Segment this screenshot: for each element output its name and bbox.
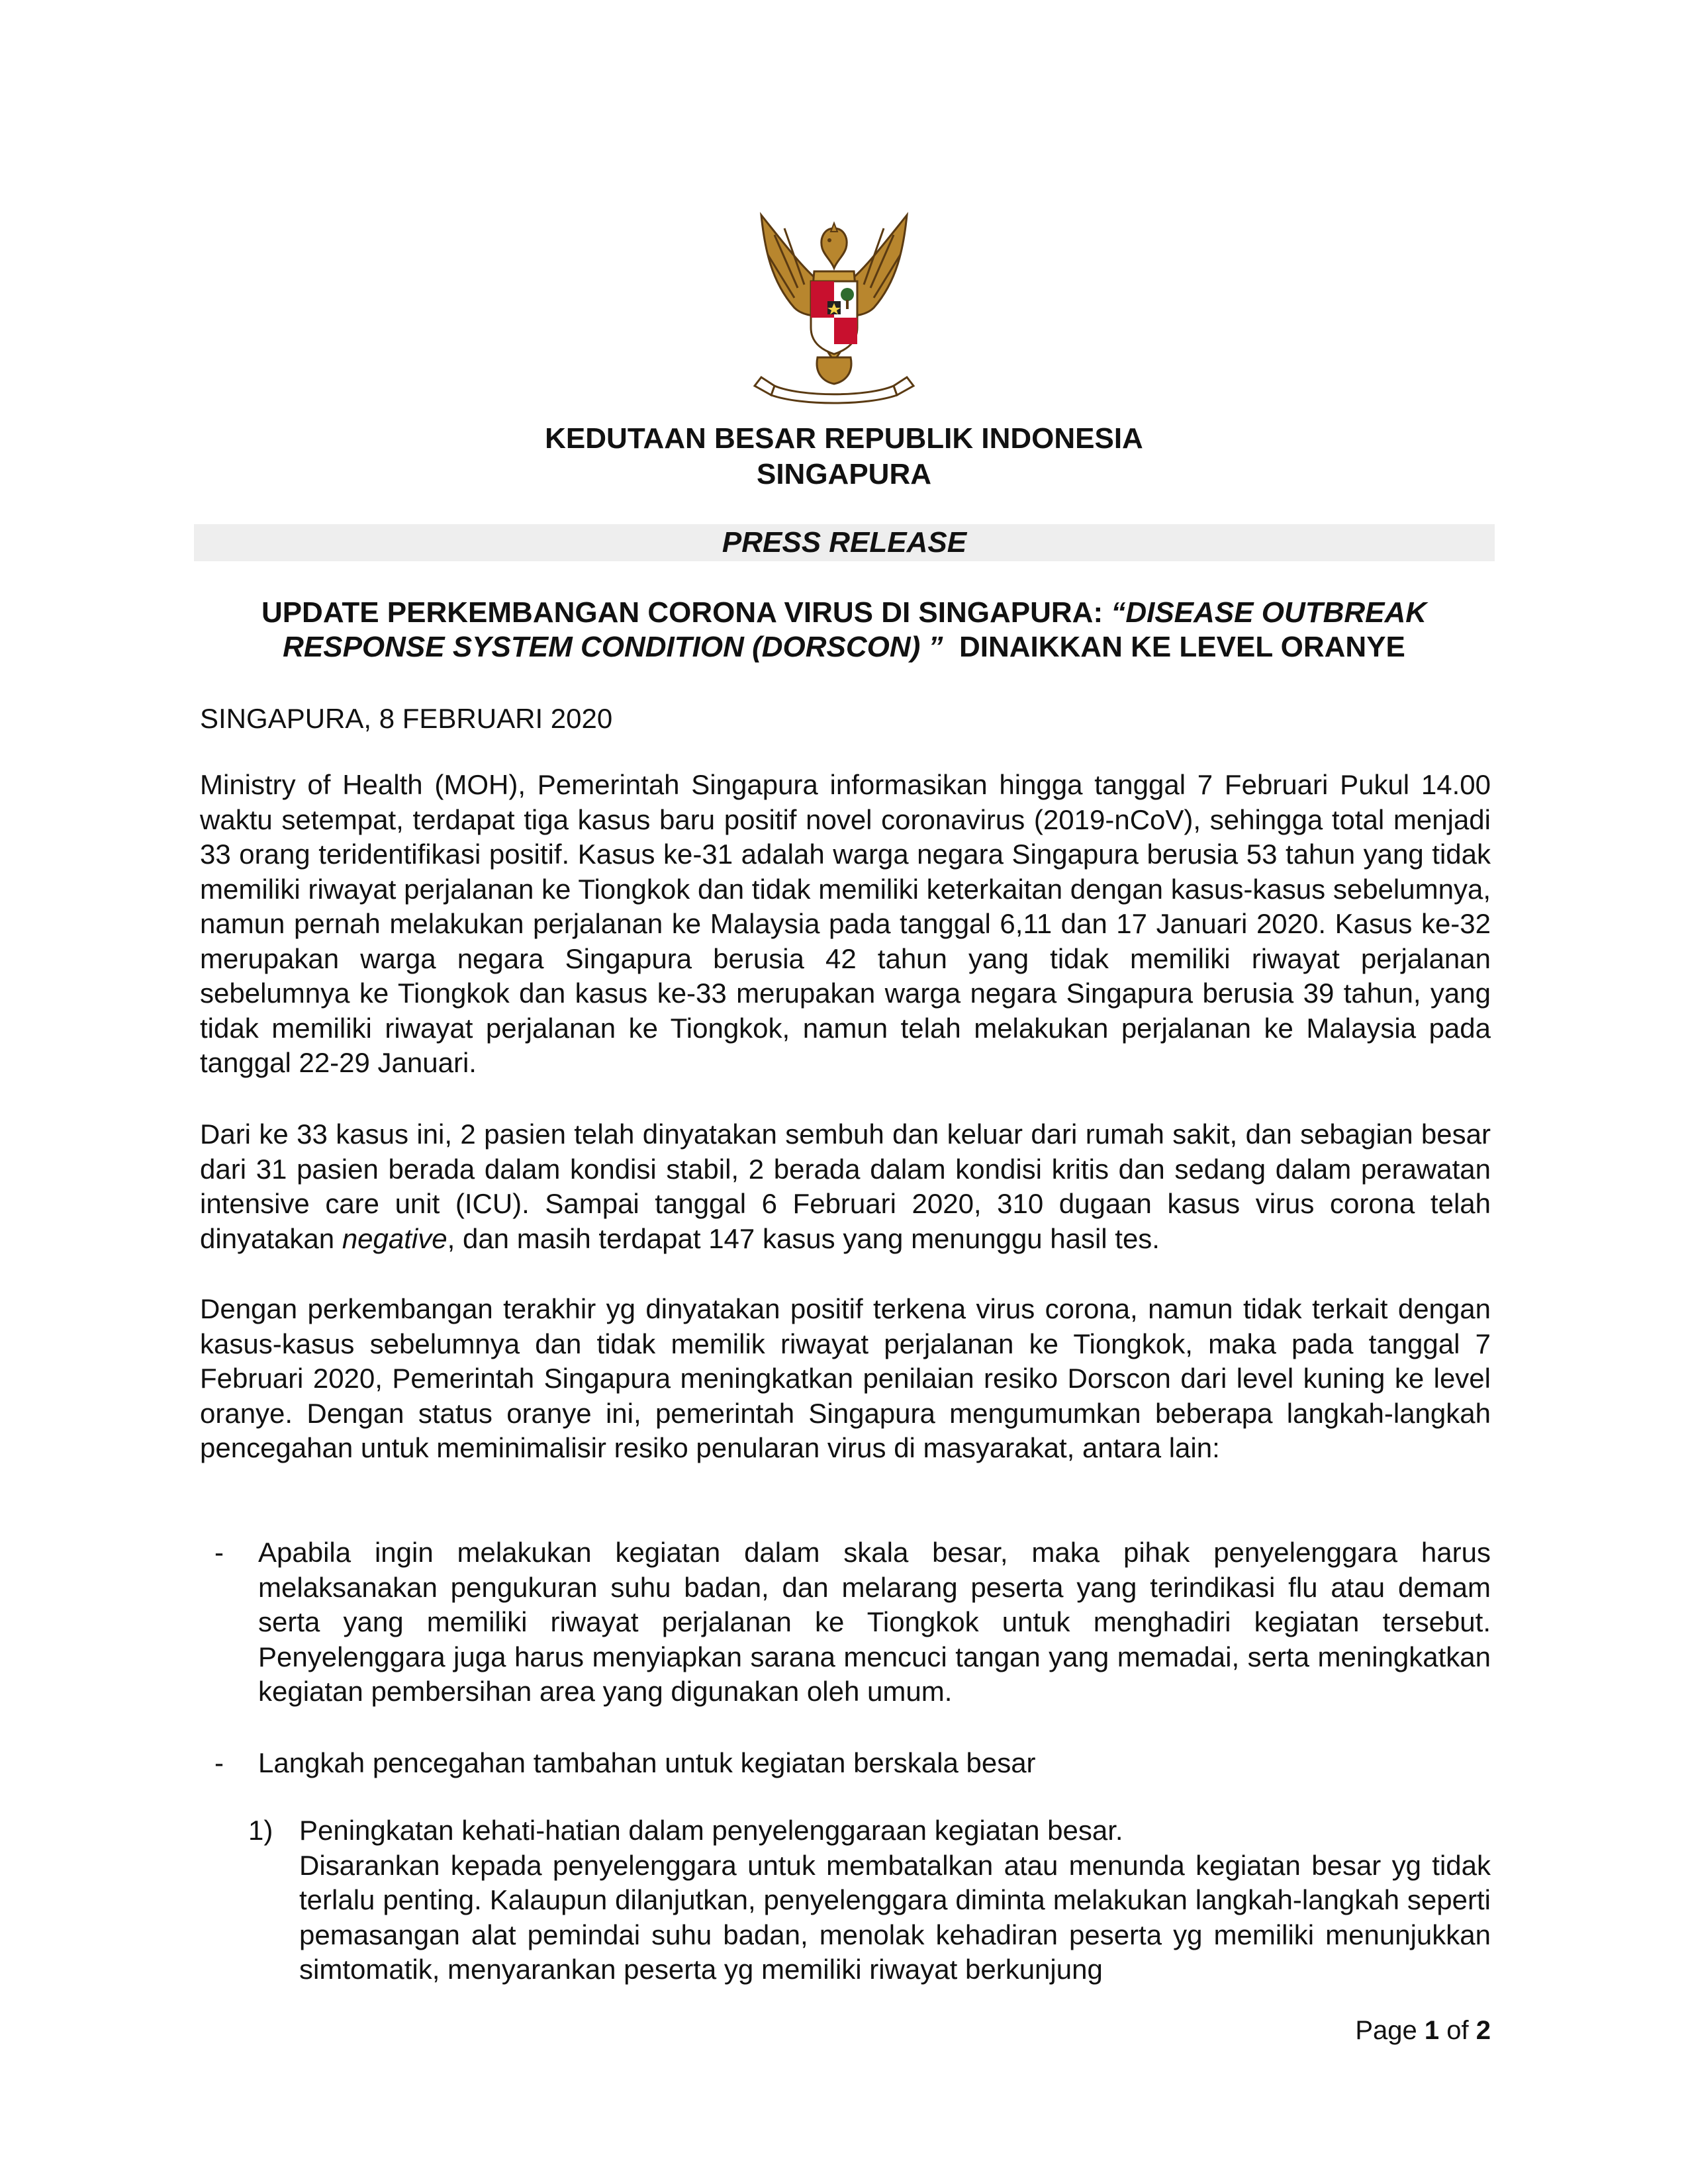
press-release-label: PRESS RELEASE [722,526,967,559]
bullet-dash: - [214,1537,224,1568]
headline-line1-text: UPDATE PERKEMBANGAN CORONA VIRUS DI SINGAPURA: [261,596,1111,629]
numbered-item-text: Disarankan kepada penyelenggara untuk membatalkan atau menunda kegiatan besar yg tidak terlalu penting. Kalaupun dilanjutkan, penyelenggara diminta melakukan langkah-langkah seperti pemasangan alat pemindai suhu badan, menolak kehadiran peserta yg memiliki menunjukkan simtomatik, menyarankan peserta yg memiliki riwayat berkunjung [299,1849,1491,1985]
org-name-line1: KEDUTAAN BESAR REPUBLIK INDONESIA [545,422,1143,455]
page-number [1355,2015,1491,2046]
numbered-item-body [299,1813,1491,1987]
of-word: of [1439,2016,1476,2045]
headline-line2 [0,630,1688,664]
p2-italic-word: negative [342,1222,447,1254]
p2-text-after: , dan masih terdapat 147 kasus yang menunggu hasil tes. [447,1222,1160,1254]
paragraph-dorscon-orange: Dengan perkembangan terakhir yg dinyatakan positif terkena virus corona, namun tidak terkait dengan kasus-kasus sebelumnya dan tidak memilik riwayat perjalanan ke Tiongkok, maka pada tanggal 7 Februari 2020, Pemerintah Singapura meningkatkan penilaian resiko Dorscon dari level kuning ke level oranye. Dengan status oranye ini, pemerintah Singapura mengumumkan beberapa langkah-langkah pencegahan untuk meminimalisir resiko penularan virus di masyarakat, antara lain: [200,1293,1491,1463]
p2-text-before: Dari ke 33 kasus ini, 2 pasien telah dinyatakan sembuh dan keluar dari rumah sakit, dan sebagian besar dari 31 pasien berada dalam kondisi stabil, 2 berada dalam kondisi kritis dan sedang dalam perawatan intensive care unit (ICU). Sampai tanggal 6 Februari 2020, 310 dugaan kasus virus corona telah dinyatakan [200,1118,1491,1254]
numbered-item-title: Peningkatan kehati-hatian dalam penyelenggaraan kegiatan besar. [299,1815,1123,1846]
headline-line1-italic: “DISEASE OUTBREAK [1111,596,1427,629]
bullet-dash: - [214,1747,224,1778]
page-word: Page [1355,2016,1425,2045]
page-total: 2 [1476,2016,1491,2045]
headline-line2-italic: RESPONSE SYSTEM CONDITION (DORSCON) ” [283,631,943,663]
numbered-item-number: 1) [248,1815,273,1846]
organization-name [0,421,1688,492]
paragraph-case-details: Ministry of Health (MOH), Pemerintah Singapura informasikan hingga tanggal 7 Februari Pukul 14.00 waktu setempat, terdapat tiga kasus baru positif novel coronavirus (2019-nCoV), sehingga total menjadi 33 orang teridentifikasi positif. Kasus ke-31 adalah warga negara Singapura berusia 53 tahun yang tidak memiliki riwayat perjalanan ke Tiongkok dan tidak memiliki keterkaitan dengan kasus-kasus sebelumnya, namun pernah melakukan perjalanan ke Malaysia pada tanggal 6,11 dan 17 Januari 2020. Kasus ke-32 merupakan warga negara Singapura berusia 42 tahun yang tidak memiliki riwayat perjalanan sebelumnya ke Tiongkok dan kasus ke-33 merupakan warga negara Singapura berusia 39 tahun, yang tidak memiliki riwayat perjalanan ke Tiongkok, namun telah melakukan perjalanan ke Malaysia pada tanggal 22-29 Januari. [200,769,1491,1078]
headline [0,596,1688,664]
org-name-line2: SINGAPURA [756,458,932,490]
paragraph-patient-status [200,1117,1491,1256]
headline-line2-text: DINAIKKAN KE LEVEL ORANYE [943,631,1405,663]
bullet-text: Apabila ingin melakukan kegiatan dalam skala besar, maka pihak penyelenggara harus melaksanakan pengukuran suhu badan, dan melarang peserta yang terindikasi flu atau demam serta yang memiliki riwayat perjalanan ke Tiongkok untuk menghadiri kegiatan tersebut. Penyelenggara juga harus menyiapkan sarana mencuci tangan yang memadai, serta meningkatkan kegiatan pembersihan area yang digunakan oleh umum. [258,1537,1491,1707]
headline-line1 [0,596,1688,630]
garuda-emblem-icon [735,208,933,407]
page-current: 1 [1424,2016,1440,2045]
bullet-text: Langkah pencegahan tambahan untuk kegiatan berskala besar [258,1747,1036,1778]
dateline: SINGAPURA, 8 FEBRUARI 2020 [200,703,613,734]
